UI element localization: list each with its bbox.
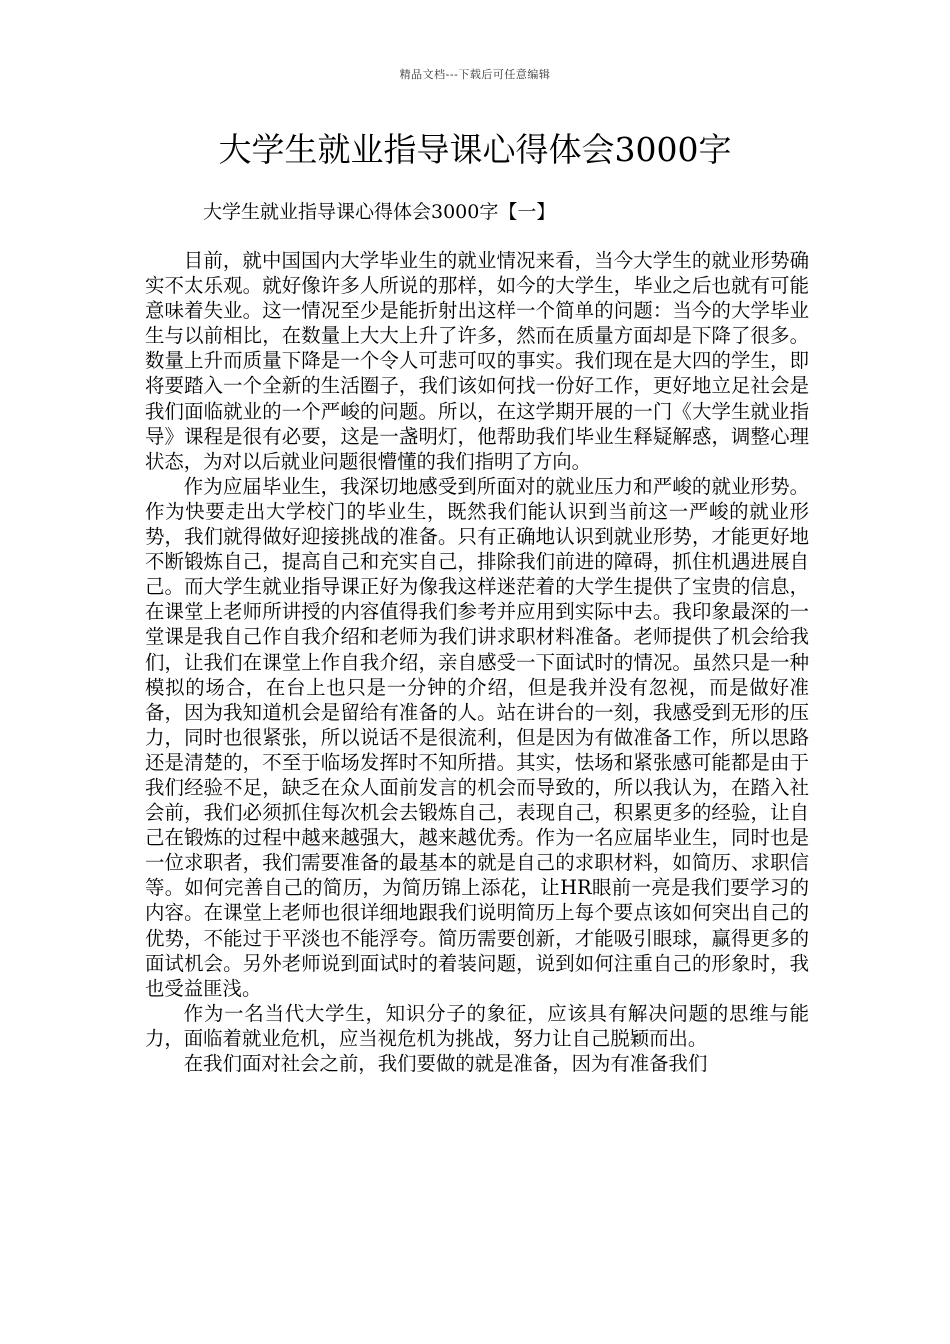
- document-body: [145, 248, 809, 1076]
- paragraph: 在我们面对社会之前，我们要做的就是准备，因为有准备我们: [183, 1052, 708, 1075]
- header-note: 精品文档---下载后可任意编辑: [399, 68, 551, 81]
- section-heading: 大学生就业指导课心得体会3000字【一】: [203, 201, 556, 223]
- paragraph: 作为应届毕业生，我深切地感受到所面对的就业压力和严峻的就业形势。作为快要走出大学校门的毕业生，既然我们能认识到当前这一严峻的就业形势，我们就得做好迎接挑战的准备。只有正确地认识到就业形势，才能更好地不断锻炼自己，提高自己和充实自己，排除我们前进的障碍，抓住机遇进展自己。而大学生就业指导课正好为像我这样迷茫着的大学生提供了宝贵的信息，在课堂上老师所讲授的内容值得我们参考并应用到实际中去。我印象最深的一堂课是我自己作自我介绍和老师为我们讲求职材料准备。老师提供了机会给我们，让我们在课堂上作自我介绍，亲自感受一下面试时的情况。虽然只是一种模拟的场合，在台上也只是一分钟的介绍，但是我并没有忽视，而是做好准备，因为我知道机会是留给有准备的人。站在讲台的一刻，我感受到无形的压力，同时也很紧张，所以说话不是很流利，但是因为有做准备工作，所以思路还是清楚的，不至于临场发挥时不知所措。其实，怯场和紧张感可能都是由于我们经验不足，缺乏在众人面前发言的机会而导致的，所以我认为，在踏入社会前，我们必须抓住每次机会去锻炼自己，表现自己，积累更多的经验，让自己在锻炼的过程中越来越强大，越来越优秀。作为一名应届毕业生，同时也是一位求职者，我们需要准备的最基本的就是自己的求职材料，如简历、求职信等。如何完善自己的简历，为简历锦上添花，让HR眼前一亮是我们要学习的内容。在课堂上老师也很详细地跟我们说明简历上每个要点该如何突出自己的优势，不能过于平淡也不能浮夸。简历需要创新，才能吸引眼球，赢得更多的面试机会。另外老师说到面试时的着装问题，说到如何注重自己的形象时，我也受益匪浅。: [145, 474, 809, 1000]
- paragraph: 作为一名当代大学生，知识分子的象征，应该具有解决问题的思维与能力，面临着就业危机，应当视危机为挑战，努力让自己脱颖而出。: [145, 1001, 809, 1050]
- paragraph: 目前，就中国国内大学毕业生的就业情况来看，当今大学生的就业形势确实不太乐观。就好像许多人所说的那样，如今的大学生，毕业之后也就有可能意味着失业。这一情况至少是能折射出这样一个简单的问题：当今的大学毕业生与以前相比，在数量上大大上升了许多，然而在质量方面却是下降了很多。数量上升而质量下降是一个令人可悲可叹的事实。我们现在是大四的学生，即将要踏入一个全新的生活圈子，我们该如何找一份好工作，更好地立足社会是我们面临就业的一个严峻的问题。所以，在这学期开展的一门《大学生就业指导》课程是很有必要，这是一盏明灯，他帮助我们毕业生释疑解惑，调整心理状态，为对以后就业问题很懵懂的我们指明了方向。: [145, 249, 809, 473]
- document-title: 大学生就业指导课心得体会3000字: [218, 130, 732, 169]
